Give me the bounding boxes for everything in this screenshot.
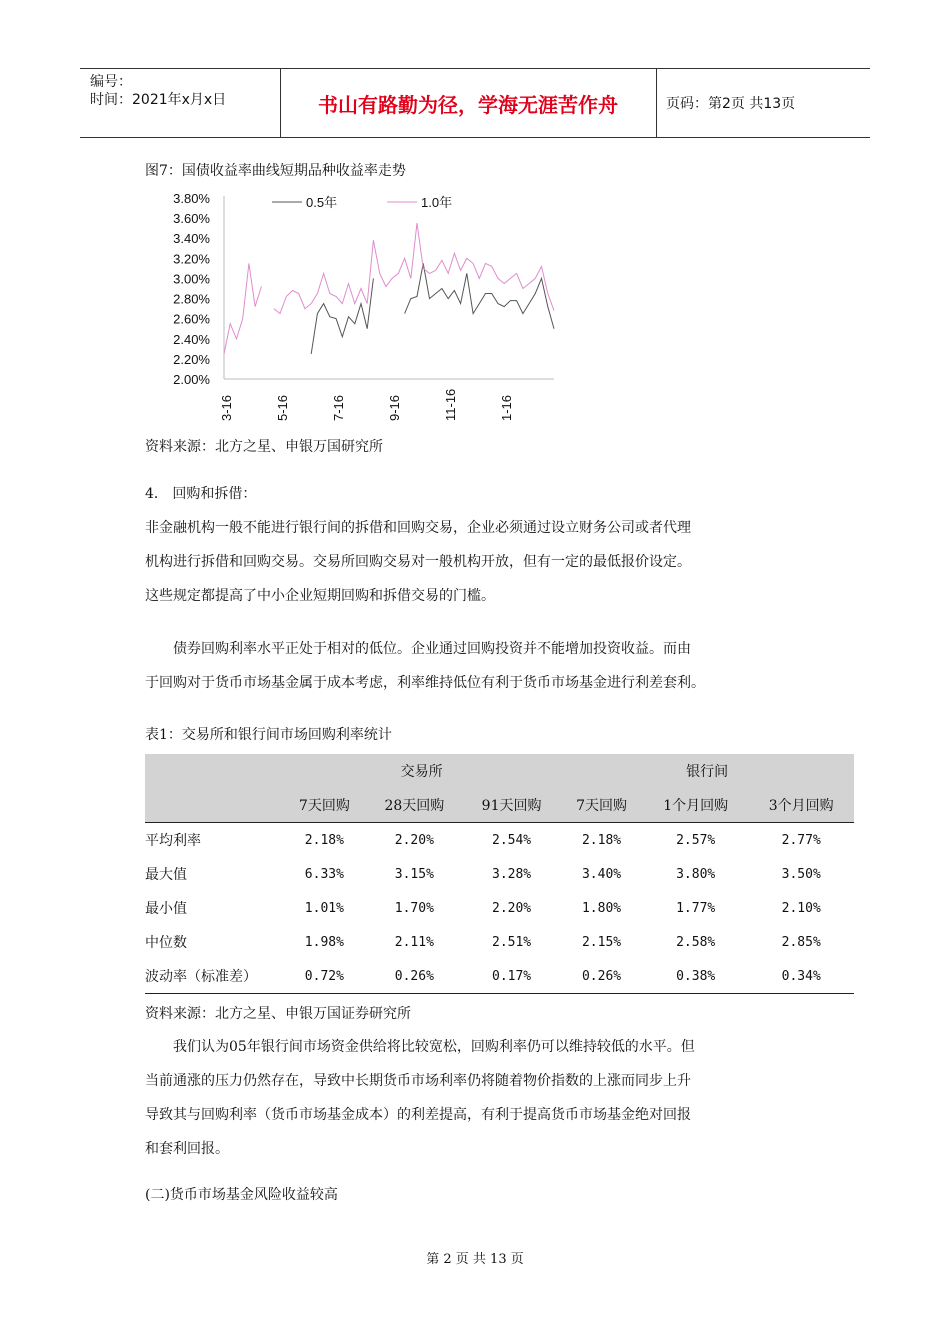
table-cell: 2.10% xyxy=(781,900,821,916)
date-label: 时间：2021年x月x日 xyxy=(90,92,227,108)
x-tick-label: 9-16 xyxy=(387,394,402,421)
column-header: 28天回购 xyxy=(366,788,463,823)
table-row xyxy=(145,823,854,858)
header-page-info: 页码：第2页 共13页 xyxy=(666,96,796,112)
repo-rate-table xyxy=(145,754,854,994)
y-tick-label: 3.40% xyxy=(173,231,210,247)
paragraph-line: 债券回购利率水平正处于相对的低位。企业通过回购投资并不能增加投资收益。而由 xyxy=(145,641,691,657)
code-label: 编号： xyxy=(90,74,132,90)
header-motto: 书山有路勤为径，学海无涯苦作舟 xyxy=(318,92,618,117)
table-cell: 2.85% xyxy=(781,934,821,950)
row-label: 平均利率 xyxy=(145,833,201,849)
table-cell: 0.72% xyxy=(304,968,344,984)
column-header: 7天回购 xyxy=(283,788,366,823)
row-label: 最小值 xyxy=(145,901,187,917)
table-row xyxy=(145,891,854,925)
y-tick-label: 2.80% xyxy=(173,291,210,307)
legend-label: 1.0年 xyxy=(421,195,453,210)
group-header-exchange: 交易所 xyxy=(283,754,560,788)
row-label: 最大值 xyxy=(145,867,187,883)
y-tick-label: 3.80% xyxy=(173,191,210,206)
y-tick-label: 2.20% xyxy=(173,351,210,367)
header-meta xyxy=(80,69,280,141)
x-tick-label: 11-16 xyxy=(443,388,458,421)
table-cell: 2.18% xyxy=(581,832,622,848)
table-cell: 1.98% xyxy=(304,934,344,950)
table-cell: 0.17% xyxy=(492,968,532,984)
paragraph xyxy=(145,1030,815,1166)
section-heading: 4． 回购和拆借： xyxy=(145,486,257,502)
group-header-interbank: 银行间 xyxy=(560,754,854,788)
table-cell: 0.26% xyxy=(394,968,434,984)
x-tick-label: 7-16 xyxy=(331,394,346,421)
table-cell: 2.20% xyxy=(394,832,434,848)
table-cell: 0.34% xyxy=(781,968,821,984)
paragraph-line: 当前通涨的压力仍然存在，导致中长期货币市场利率仍将随着物价指数的上涨而同步上升 xyxy=(145,1073,691,1089)
table-cell: 1.77% xyxy=(676,900,716,916)
x-tick-label: 3-16 xyxy=(219,394,234,421)
table-cell: 2.58% xyxy=(676,934,716,950)
paragraph-line: 于回购对于货币市场基金属于成本考虑，利率维持低位有利于货币市场基金进行利差套利。 xyxy=(145,675,705,691)
figure-caption: 图7：国债收益率曲线短期品种收益率走势 xyxy=(145,163,406,179)
paragraph-line: 和套利回报。 xyxy=(145,1141,229,1157)
yield-chart xyxy=(150,188,570,428)
paragraph-line: 导致其与回购利率（货币市场基金成本）的利差提高，有利于提高货币市场基金绝对回报 xyxy=(145,1107,691,1123)
table-cell: 0.38% xyxy=(676,968,716,984)
column-header: 3个月回购 xyxy=(748,788,854,823)
y-tick-label: 2.00% xyxy=(173,372,210,387)
page-header xyxy=(80,68,870,138)
table-cell: 2.51% xyxy=(492,934,532,950)
table-cell: 3.50% xyxy=(781,866,821,882)
table-row xyxy=(145,857,854,891)
table-row xyxy=(145,925,854,959)
column-header: 1个月回购 xyxy=(643,788,749,823)
table-cell: 2.11% xyxy=(394,934,434,950)
y-tick-label: 3.20% xyxy=(173,251,210,267)
x-tick-label: 1-16 xyxy=(499,394,514,421)
y-tick-label: 2.40% xyxy=(173,331,210,347)
figure-source: 资料来源：北方之星、申银万国研究所 xyxy=(145,439,383,455)
row-label: 波动率（标准差） xyxy=(145,969,257,985)
chart-svg xyxy=(150,188,570,428)
table-cell: 3.80% xyxy=(676,866,716,882)
table-row xyxy=(145,959,854,994)
subsection-heading: (二)货币市场基金风险收益较高 xyxy=(145,1187,338,1203)
paragraph-line: 机构进行拆借和回购交易。交易所回购交易对一般机构开放，但有一定的最低报价设定。 xyxy=(145,554,691,570)
table-cell: 0.26% xyxy=(581,968,622,984)
paragraph xyxy=(145,511,815,613)
table-cell: 2.15% xyxy=(581,934,622,950)
table-column-header-row xyxy=(145,788,854,823)
table-group-header-row xyxy=(145,754,854,788)
table-cell: 2.57% xyxy=(676,832,716,848)
page-footer: 第 2 页 共 13 页 xyxy=(426,1252,524,1267)
table-cell: 2.20% xyxy=(492,900,532,916)
table-caption: 表1：交易所和银行间市场回购利率统计 xyxy=(145,727,392,743)
paragraph xyxy=(145,632,815,700)
column-header: 91天回购 xyxy=(463,788,560,823)
column-header: 7天回购 xyxy=(560,788,643,823)
table-cell: 2.18% xyxy=(304,832,344,848)
paragraph-line: 这些规定都提高了中小企业短期回购和拆借交易的门槛。 xyxy=(145,588,495,604)
y-tick-label: 2.60% xyxy=(173,311,210,327)
table-cell: 3.40% xyxy=(581,866,622,882)
paragraph-line: 非金融机构一般不能进行银行间的拆借和回购交易，企业必须通过设立财务公司或者代理 xyxy=(145,520,691,536)
y-tick-label: 3.00% xyxy=(173,271,210,287)
row-label: 中位数 xyxy=(145,935,187,951)
table-cell: 6.33% xyxy=(304,866,344,882)
y-tick-label: 3.60% xyxy=(173,211,210,227)
table-cell: 3.15% xyxy=(394,866,434,882)
table-cell: 1.80% xyxy=(581,900,622,916)
legend-label: 0.5年 xyxy=(306,195,338,210)
paragraph-line: 我们认为05年银行间市场资金供给将比较宽松，回购利率仍可以维持较低的水平。但 xyxy=(145,1039,695,1055)
table-cell: 2.54% xyxy=(492,832,532,848)
series-line-one-year xyxy=(224,223,554,354)
table-source: 资料来源：北方之星、申银万国证券研究所 xyxy=(145,1006,411,1022)
table-cell: 1.01% xyxy=(304,900,344,916)
x-tick-label: 5-16 xyxy=(275,394,290,421)
table-cell: 3.28% xyxy=(492,866,532,882)
table-cell: 2.77% xyxy=(781,832,821,848)
table-cell: 1.70% xyxy=(394,900,434,916)
